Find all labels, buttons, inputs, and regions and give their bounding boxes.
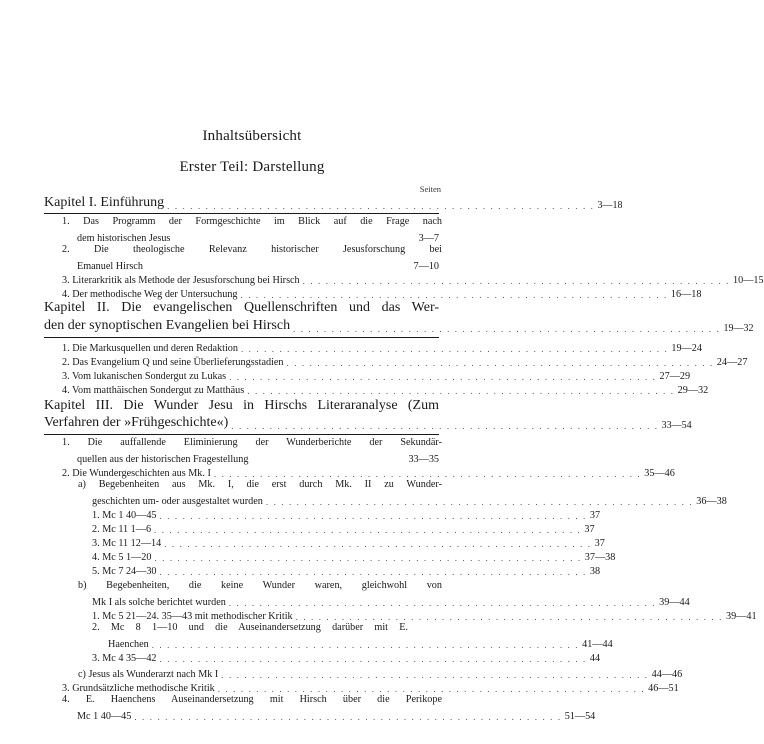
toc-entry-continuation: dem historischen Jesus 3—7 xyxy=(77,233,439,244)
toc-subsubentry: 2. Mc 11 1—6 . . . . . . . . . . . . . . . . . . . . . . . . . . . . . . . . . . . . . . . . . . . . . . . . . . . . . . . . 37 xyxy=(92,524,595,535)
page-range: 16—18 xyxy=(670,289,702,300)
page-range: 36—38 xyxy=(696,496,727,507)
part-heading: Erster Teil: Darstellung xyxy=(179,159,325,175)
toc-subsubentry: 1. Mc 5 21—24. 35—43 mit methodischer Kritik . . . . . . . . . . . . . . . . . . . . . . . . . . . . . . . . . . . . . . . . . . . . . . . . . . . . . . . . 39—41 xyxy=(92,611,757,622)
page-range: 51—54 xyxy=(564,711,596,722)
chapter-heading: Verfahren der »Frühgeschichte«) . . . . . . . . . . . . . . . . . . . . . . . . . . . . . . . . . . . . . . . . . . . . . . . . . . . . . . . . 33—54 xyxy=(44,415,692,431)
toc-entry-continuation: Mc 1 40—45 . . . . . . . . . . . . . . . . . . . . . . . . . . . . . . . . . . . . . . . . . . . . . . . . . . . . . . . . 51—54 xyxy=(77,711,596,722)
toc-subentry: a) Begebenheiten aus Mk. I, die erst durch Mk. II zu Wunder- xyxy=(78,479,443,490)
toc-subsubentry: 1. Mc 1 40—45 . . . . . . . . . . . . . . . . . . . . . . . . . . . . . . . . . . . . . . . . . . . . . . . . . . . . . . . . 37 xyxy=(92,510,601,521)
chapter-underline xyxy=(44,213,439,214)
chapter-title: Verfahren der »Frühgeschichte«) xyxy=(44,415,229,430)
toc-subsubentry: 5. Mc 7 24—30 . . . . . . . . . . . . . . . . . . . . . . . . . . . . . . . . . . . . . . . . . . . . . . . . . . . . . . . . 38 xyxy=(92,566,601,577)
chapter-underline xyxy=(44,434,439,435)
toc-entry: 2. Das Evangelium Q und seine Überlieferungsstadien . . . . . . . . . . . . . . . . . . . . . . . . . . . . . . . . . . . . . . . . . . . . . . . . . . . . . . . . 24—27 xyxy=(62,357,748,368)
page-range: 44—46 xyxy=(651,669,683,680)
page-range: 38 xyxy=(589,566,601,577)
page-range: 29—32 xyxy=(677,385,709,396)
page-range: 3—7 xyxy=(418,233,439,244)
page-title: Inhaltsübersicht xyxy=(202,128,302,144)
toc-entry: 3. Vom lukanischen Sondergut zu Lukas . . . . . . . . . . . . . . . . . . . . . . . . . . . . . . . . . . . . . . . . . . . . . . . . . . . . . . . . 27—29 xyxy=(62,371,691,382)
toc-entry: 1. Die Markusquellen und deren Redaktion . . . . . . . . . . . . . . . . . . . . . . . . . . . . . . . . . . . . . . . . . . . . . . . . . . . . . . . . 19—24 xyxy=(62,343,702,354)
page-range: 33—35 xyxy=(408,454,439,465)
chapter-heading: den der synoptischen Evangelien bei Hirsch . . . . . . . . . . . . . . . . . . . . . . . . . . . . . . . . . . . . . . . . . . . . . . . . . . . . . . . . 19—32 xyxy=(44,318,754,334)
page-range: 44 xyxy=(589,653,601,664)
toc-entry: 4. Vom matthäischen Sondergut zu Matthäus . . . . . . . . . . . . . . . . . . . . . . . . . . . . . . . . . . . . . . . . . . . . . . . . . . . . . . . . 29—32 xyxy=(62,385,709,396)
chapter-heading: Kapitel I. Einführung . . . . . . . . . . . . . . . . . . . . . . . . . . . . . . . . . . . . . . . . . . . . . . . . . . . . . . . . 3—18 xyxy=(44,195,623,211)
page-range: 24—27 xyxy=(716,357,748,368)
chapter-title: Kapitel I. Einführung xyxy=(44,195,165,210)
page-range: 19—32 xyxy=(723,323,754,334)
chapter-title: den der synoptischen Evangelien bei Hirsch xyxy=(44,318,291,333)
toc-subentry: c) Jesus als Wunderarzt nach Mk I . . . . . . . . . . . . . . . . . . . . . . . . . . . . . . . . . . . . . . . . . . . . . . . . . . . . . . . . 44—46 xyxy=(78,669,683,680)
toc-subsubentry: 3. Mc 11 12—14 . . . . . . . . . . . . . . . . . . . . . . . . . . . . . . . . . . . . . . . . . . . . . . . . . . . . . . . . 37 xyxy=(92,538,605,549)
toc-entry: 2. Die Wundergeschichten aus Mk. I . . . . . . . . . . . . . . . . . . . . . . . . . . . . . . . . . . . . . . . . . . . . . . . . . . . . . . . . 35—46 xyxy=(62,468,675,479)
page-range: 35—46 xyxy=(644,468,675,479)
page-range: 37 xyxy=(589,510,601,521)
page-range: 39—41 xyxy=(725,611,757,622)
toc-entry: 1. Das Programm der Formgeschichte im Blick auf die Frage nach xyxy=(62,216,443,227)
chapter-title: Kapitel II. Die evangelischen Quellenschriften und das Wer- xyxy=(44,300,439,315)
toc-entry: 4. Der methodische Weg der Untersuchung . . . . . . . . . . . . . . . . . . . . . . . . . . . . . . . . . . . . . . . . . . . . . . . . . . . . . . . . 16—18 xyxy=(62,289,702,300)
toc-entry: 2. Die theologische Relevanz historischer Jesusforschung bei xyxy=(62,244,443,255)
page-range: 41—44 xyxy=(582,639,613,650)
toc-subsubentry-continuation: Haenchen . . . . . . . . . . . . . . . . . . . . . . . . . . . . . . . . . . . . . . . . . . . . . . . . . . . . . . . . 41—44 xyxy=(108,639,613,650)
page-range: 37—38 xyxy=(584,552,616,563)
page-range: 10—15 xyxy=(733,275,764,286)
page-range: 37 xyxy=(594,538,605,549)
toc-entry: 3. Literarkritik als Methode der Jesusforschung bei Hirsch . . . . . . . . . . . . . . . . . . . . . . . . . . . . . . . . . . . . . . . . . . . . . . . . . . . . . . . . 10—15 xyxy=(62,275,764,286)
toc-entry-continuation: quellen aus der historischen Fragestellung 33—35 xyxy=(77,454,439,465)
toc-subentry-continuation: Mk I als solche berichtet wurden . . . . . . . . . . . . . . . . . . . . . . . . . . . . . . . . . . . . . . . . . . . . . . . . . . . . . . . . 39—44 xyxy=(92,597,690,608)
page-range: 46—51 xyxy=(648,683,679,694)
page-range: 37 xyxy=(584,524,595,535)
page-range: 7—10 xyxy=(413,261,439,272)
toc-subentry: b) Begebenheiten, die keine Wunder waren, gleichwohl von xyxy=(78,580,442,591)
page-range: 3—18 xyxy=(597,200,623,211)
chapter-title: Kapitel III. Die Wunder Jesu in Hirschs Literaranalyse (Zum xyxy=(44,398,439,413)
toc-entry: 4. E. Haenchens Auseinandersetzung mit Hirsch über die Perikope xyxy=(62,694,442,705)
page-range: 39—44 xyxy=(659,597,690,608)
toc-subentry-continuation: geschichten um- oder ausgestaltet wurden . . . . . . . . . . . . . . . . . . . . . . . . . . . . . . . . . . . . . . . . . . . . . . . . . . . . . . . . 36—38 xyxy=(92,496,727,507)
page-range: 33—54 xyxy=(661,420,692,431)
page-range: 19—24 xyxy=(671,343,702,354)
toc-entry-continuation: Emanuel Hirsch 7—10 xyxy=(77,261,439,272)
toc-entry: 3. Grundsätzliche methodische Kritik . . . . . . . . . . . . . . . . . . . . . . . . . . . . . . . . . . . . . . . . . . . . . . . . . . . . . . . . 46—51 xyxy=(62,683,679,694)
toc-entry: 1. Die auffallende Eliminierung der Wunderberichte der Sekundär- xyxy=(62,437,442,448)
page-range: 27—29 xyxy=(659,371,691,382)
chapter-underline xyxy=(44,337,439,338)
pages-column-heading: Seiten xyxy=(419,184,441,194)
toc-subsubentry: 3. Mc 4 35—42 . . . . . . . . . . . . . . . . . . . . . . . . . . . . . . . . . . . . . . . . . . . . . . . . . . . . . . . . 44 xyxy=(92,653,601,664)
toc-subsubentry: 2. Mc 8 1—10 und die Auseinandersetzung darüber mit E. xyxy=(92,622,408,633)
toc-subsubentry: 4. Mc 5 1—20 . . . . . . . . . . . . . . . . . . . . . . . . . . . . . . . . . . . . . . . . . . . . . . . . . . . . . . . . 37—38 xyxy=(92,552,616,563)
